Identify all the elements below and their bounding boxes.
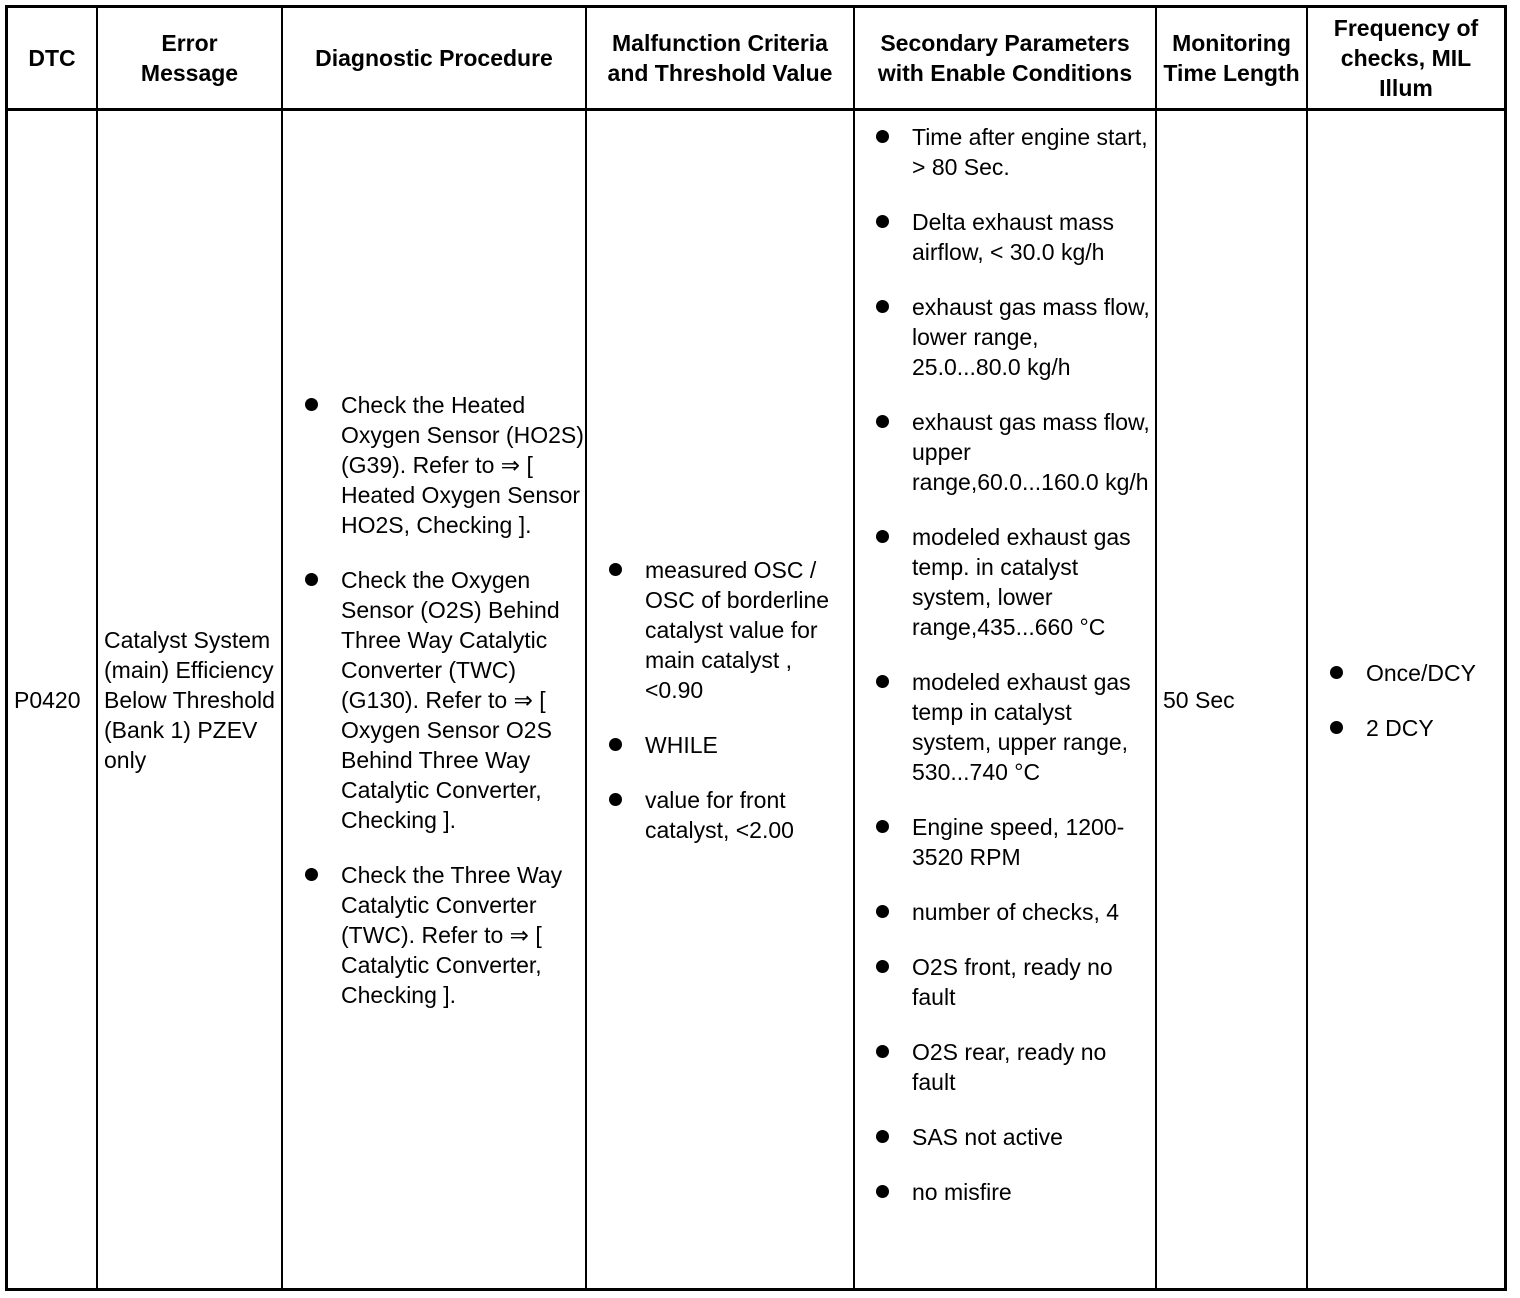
- secondary-parameters-list: [876, 122, 1153, 1207]
- header-monitoring-time: [1157, 8, 1306, 108]
- header-secondary-parameters: [855, 8, 1155, 108]
- diagnostic-procedure-list: [305, 390, 585, 1010]
- frequency-list: [1330, 658, 1504, 743]
- list-item-text: Once/DCY: [1366, 659, 1476, 686]
- cell-malfunction-criteria: [587, 112, 853, 1288]
- list-item: [1330, 713, 1504, 743]
- cell-dtc: [8, 112, 96, 1288]
- list-item: [876, 407, 1153, 497]
- cell-frequency: [1308, 112, 1504, 1288]
- list-item: [876, 522, 1153, 642]
- dtc-code: P0420: [14, 687, 81, 713]
- list-item-text: Check the Three Way Catalytic Converter (TWC). Refer to ⇒ [ Catalytic Converter, Checking ].: [341, 862, 563, 1008]
- list-item: [876, 207, 1153, 267]
- bullet-icon: [876, 905, 889, 918]
- list-item-text: WHILE: [645, 732, 718, 758]
- header-malfunction-criteria-label: Malfunction Criteria and Threshold Value: [607, 30, 833, 86]
- dtc-table: [5, 5, 1507, 1291]
- list-item: [609, 555, 851, 705]
- cell-secondary-parameters: [855, 112, 1155, 1288]
- list-item: [876, 812, 1153, 872]
- bullet-icon: [876, 530, 889, 543]
- list-item-text: Check the Oxygen Sensor (O2S) Behind Three Way Catalytic Converter (TWC) (G130). Refer to ⇒ [ Oxygen Sensor O2S Behind Three Way Catalytic Converter, Checking ].: [341, 567, 560, 833]
- list-item: [876, 1122, 1153, 1152]
- bullet-icon: [609, 793, 622, 806]
- list-item: [876, 122, 1153, 182]
- list-item: [305, 565, 585, 835]
- header-diagnostic-procedure-label: Diagnostic Procedure: [315, 45, 553, 71]
- bullet-icon: [609, 563, 622, 576]
- header-error-message-label: Error Message: [140, 30, 239, 86]
- bullet-icon: [876, 1045, 889, 1058]
- list-item-text: O2S front, ready no fault: [912, 954, 1113, 1010]
- bullet-icon: [876, 820, 889, 833]
- bullet-icon: [305, 868, 318, 881]
- header-dtc-label: DTC: [28, 45, 76, 71]
- monitoring-time-text: 50 Sec: [1163, 687, 1235, 713]
- bullet-icon: [876, 300, 889, 313]
- list-item-text: modeled exhaust gas temp in catalyst system, upper range, 530...740 °C: [912, 669, 1131, 785]
- list-item: [876, 897, 1153, 927]
- header-secondary-parameters-label: Secondary Parameters with Enable Conditions: [877, 30, 1133, 86]
- bullet-icon: [1330, 666, 1343, 679]
- list-item: [609, 730, 851, 760]
- bullet-icon: [609, 738, 622, 751]
- bullet-icon: [1330, 721, 1343, 734]
- list-item: [1330, 658, 1504, 688]
- bullet-icon: [305, 573, 318, 586]
- list-item-text: value for front catalyst, <2.00: [645, 787, 794, 843]
- list-item-text: exhaust gas mass flow, upper range,60.0...160.0 kg/h: [912, 409, 1150, 495]
- bullet-icon: [876, 675, 889, 688]
- list-item: [876, 1177, 1153, 1207]
- list-item-text: number of checks, 4: [912, 899, 1120, 925]
- list-item: [876, 952, 1153, 1012]
- list-item: [876, 292, 1153, 382]
- header-error-message: [98, 8, 281, 108]
- list-item: [305, 390, 585, 540]
- list-item-text: SAS not active: [912, 1124, 1063, 1150]
- bullet-icon: [876, 415, 889, 428]
- list-item-text: O2S rear, ready no fault: [912, 1039, 1107, 1095]
- cell-monitoring-time: [1157, 112, 1306, 1288]
- bullet-icon: [876, 1130, 889, 1143]
- error-message-text: Catalyst System (main) Efficiency Below Threshold (Bank 1) PZEV only: [104, 627, 275, 773]
- list-item: [305, 860, 585, 1010]
- header-malfunction-criteria: [587, 8, 853, 108]
- cell-diagnostic-procedure: [283, 112, 585, 1288]
- list-item-text: Delta exhaust mass airflow, < 30.0 kg/h: [912, 209, 1114, 265]
- cell-error-message: [98, 112, 281, 1288]
- list-item-text: exhaust gas mass flow, lower range, 25.0...80.0 kg/h: [912, 294, 1150, 380]
- list-item: [876, 667, 1153, 787]
- malfunction-criteria-list: [609, 555, 851, 845]
- list-item: [876, 1037, 1153, 1097]
- list-item-text: no misfire: [912, 1179, 1012, 1205]
- list-item: [609, 785, 851, 845]
- header-frequency-label: Frequency of checks, MIL Illum: [1333, 15, 1479, 101]
- list-item-text: 2 DCY: [1366, 714, 1434, 741]
- header-divider: [8, 108, 1504, 111]
- list-item-text: Engine speed, 1200-3520 RPM: [912, 814, 1125, 870]
- header-monitoring-time-label: Monitoring Time Length: [1163, 30, 1300, 86]
- list-item-text: modeled exhaust gas temp. in catalyst system, lower range,435...660 °C: [912, 524, 1131, 640]
- list-item-text: Time after engine start, > 80 Sec.: [912, 124, 1148, 180]
- bullet-icon: [305, 398, 318, 411]
- header-diagnostic-procedure: [283, 8, 585, 108]
- header-dtc: [8, 8, 96, 108]
- bullet-icon: [876, 960, 889, 973]
- bullet-icon: [876, 130, 889, 143]
- header-frequency: [1308, 8, 1504, 108]
- list-item-text: measured OSC / OSC of borderline catalyst value for main catalyst , <0.90: [645, 557, 830, 703]
- list-item-text: Check the Heated Oxygen Sensor (HO2S) (G39). Refer to ⇒ [ Heated Oxygen Sensor HO2S, Checking ].: [341, 392, 584, 538]
- bullet-icon: [876, 1185, 889, 1198]
- bullet-icon: [876, 215, 889, 228]
